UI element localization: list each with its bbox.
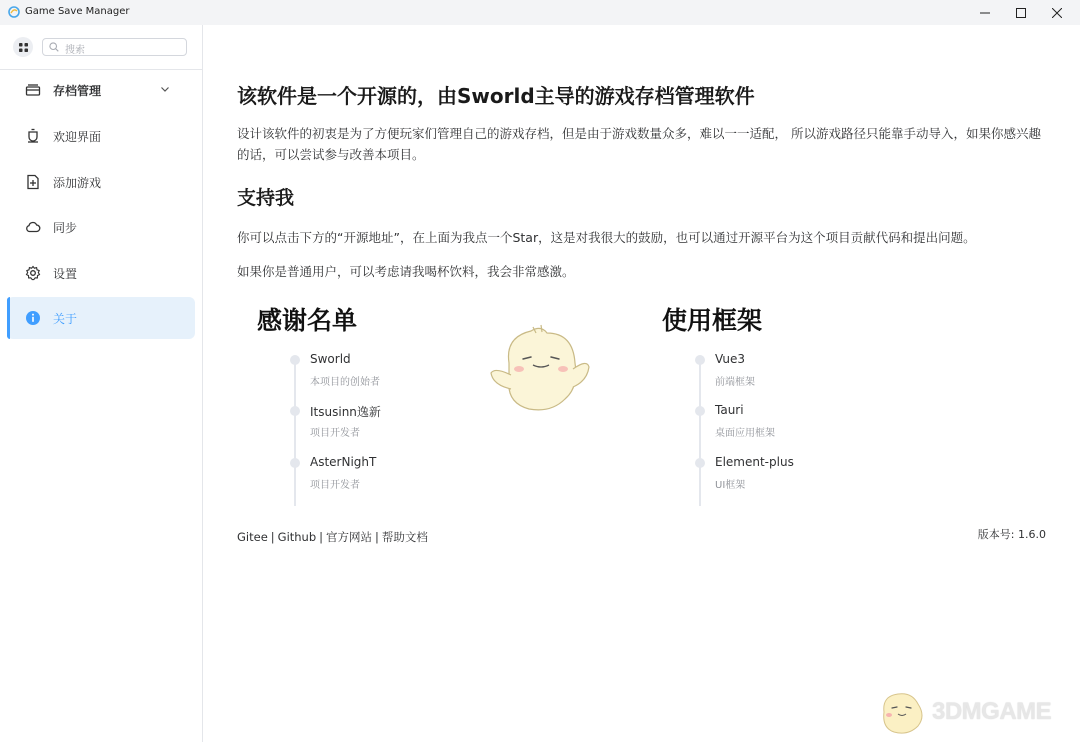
sidebar	[0, 25, 203, 742]
active-indicator	[7, 297, 10, 339]
sidebar-item-label: 存档管理	[53, 84, 102, 98]
timeline-dot	[695, 458, 705, 468]
contributor-name: AsterNighT	[310, 455, 377, 469]
timeline-item	[695, 403, 895, 453]
frameworks-title: 使用框架	[662, 306, 763, 335]
framework-name: Tauri	[715, 403, 744, 417]
contributor-role: 本项目的创始者	[310, 377, 380, 388]
timeline-dot	[290, 406, 300, 416]
timeline-item	[290, 455, 490, 505]
framework-role: UI框架	[715, 480, 746, 491]
app-logo-icon	[8, 6, 20, 18]
collapse-menu-button[interactable]	[13, 37, 33, 57]
add-document-icon	[25, 174, 41, 190]
link-separator: |	[319, 530, 324, 544]
sidebar-item-label: 添加游戏	[53, 176, 102, 190]
maximize-icon	[1016, 8, 1026, 18]
help-docs-link[interactable]: 帮助文档	[381, 530, 428, 544]
info-icon	[25, 310, 41, 326]
sidebar-item-welcome[interactable]	[7, 115, 195, 157]
timeline-item	[695, 352, 895, 402]
contributor-name: Itsusinn逸新	[310, 405, 381, 419]
close-button[interactable]	[1034, 0, 1080, 25]
intro-paragraph: 设计该软件的初衷是为了方便玩家们管理自己的游戏存档，但是由于游戏数量众多，难以一一适配， 所以游戏路径只能靠手动导入，如果你感兴趣的话，可以尝试参与改善本项目。	[237, 126, 1041, 162]
sidebar-item-sync[interactable]	[7, 206, 195, 248]
sidebar-item-about[interactable]	[7, 297, 195, 339]
minimize-icon	[980, 8, 990, 18]
page-title: 该软件是一个开源的，由Sworld主导的游戏存档管理软件	[237, 84, 755, 108]
about-page	[203, 25, 1080, 742]
close-icon	[1052, 8, 1062, 18]
donate-paragraph: 如果你是普通用户，可以考虑请我喝杯饮料，我会非常感激。	[237, 264, 575, 279]
timeline-dot	[290, 355, 300, 365]
sidebar-item-label: 关于	[53, 312, 78, 326]
sidebar-header	[0, 25, 202, 70]
contributor-name: Sworld	[310, 352, 351, 366]
timeline-item	[695, 455, 895, 505]
coffee-cup-icon	[25, 128, 41, 144]
watermark-mascot-icon	[874, 690, 930, 736]
framework-role: 桌面应用框架	[715, 428, 775, 439]
contributor-role: 项目开发者	[310, 428, 360, 439]
sidebar-item-label: 同步	[53, 221, 78, 235]
sidebar-item-label: 设置	[53, 267, 78, 281]
search-placeholder: 搜索	[65, 45, 85, 56]
grid-icon	[19, 43, 28, 52]
framework-name: Vue3	[715, 352, 746, 366]
thanks-timeline	[290, 352, 490, 552]
watermark	[874, 688, 1074, 738]
timeline-dot	[695, 406, 705, 416]
chevron-down-icon[interactable]	[160, 84, 170, 94]
gitee-link[interactable]: Gitee	[237, 530, 268, 544]
footer-links	[237, 529, 428, 545]
link-separator: |	[375, 530, 379, 544]
archive-icon	[25, 82, 41, 98]
version-label: 版本号: 1.6.0	[977, 528, 1046, 541]
cloud-icon	[25, 219, 41, 235]
sidebar-item-settings[interactable]	[7, 252, 195, 294]
search-input[interactable]	[42, 38, 187, 56]
title-bar	[0, 0, 1080, 25]
support-heading: 支持我	[237, 187, 295, 209]
watermark-text: 3DMGAME	[932, 698, 1052, 725]
sidebar-item-save-manager[interactable]	[7, 69, 195, 111]
search-icon	[49, 42, 59, 52]
timeline-item	[290, 352, 490, 402]
official-site-link[interactable]: 官方网站	[326, 530, 373, 544]
timeline-dot	[695, 355, 705, 365]
timeline-item	[290, 403, 490, 453]
timeline-dot	[290, 458, 300, 468]
sidebar-item-add-game[interactable]	[7, 161, 195, 203]
link-separator: |	[270, 530, 275, 544]
support-paragraph: 你可以点击下方的“开源地址”，在上面为我点一个Star，这是对我很大的鼓励，也可以通过开源平台为这个项目贡献代码和提出问题。	[237, 230, 976, 245]
frameworks-timeline	[695, 352, 895, 552]
thanks-title: 感谢名单	[257, 306, 358, 335]
gear-icon	[25, 265, 41, 281]
mascot-illustration	[489, 323, 591, 415]
sidebar-item-label: 欢迎界面	[53, 130, 102, 144]
contributor-role: 项目开发者	[310, 480, 360, 491]
framework-role: 前端框架	[715, 377, 755, 388]
github-link[interactable]: Github	[277, 530, 317, 544]
framework-name: Element-plus	[715, 455, 794, 469]
window-title: Game Save Manager	[25, 6, 130, 17]
